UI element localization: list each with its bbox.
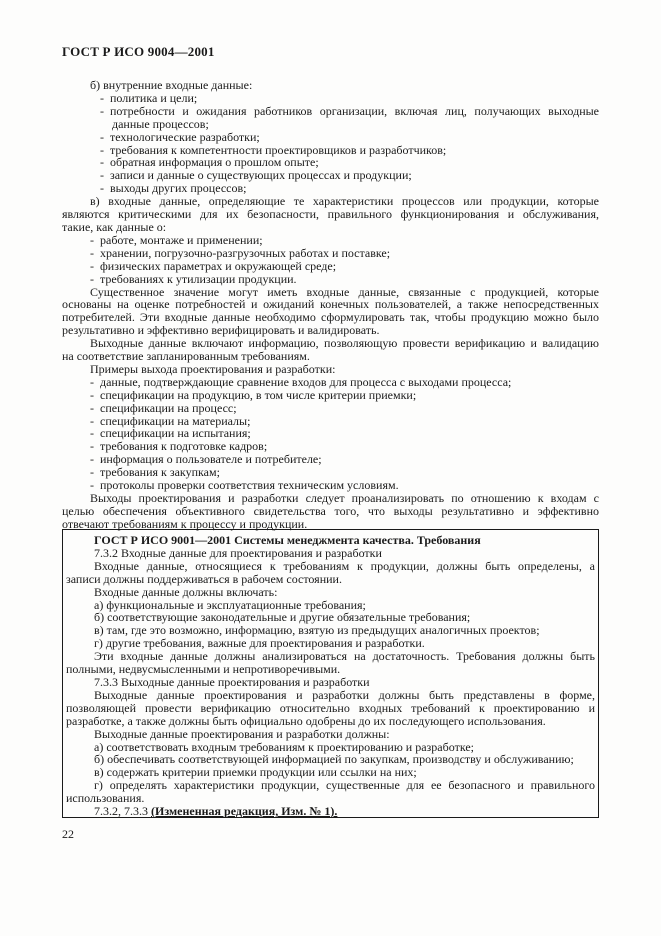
paragraph-line: Эти входные данные должны анализироваться на достаточность. Требования должны быть [94, 649, 595, 664]
amendment-note: 7.3.2, 7.3.3 (Измененная редакция, Изм. № 1). [94, 804, 338, 819]
list-item: - требования к закупкам; [90, 465, 220, 480]
list-item: - спецификации на испытания; [90, 426, 251, 441]
paragraph-line: Выходные данные включают информацию, позволяющую провести верификацию и валидацию [90, 336, 599, 351]
list-item: г) определять характеристики продукции, существенные для ее безопасного и правильного [94, 778, 595, 793]
paragraph-line: полными, недвусмысленными и непротиворечивыми. [66, 662, 341, 677]
list-item: - политика и цели; [100, 90, 198, 105]
standard-quote-box [62, 529, 599, 818]
list-item: - спецификации на процесс; [90, 400, 237, 415]
paragraph-line: отвечают требованиям к процессу и продукции. [62, 516, 308, 531]
list-item: - требования к подготовке кадров; [90, 439, 268, 454]
section-title: 7.3.3 Выходные данные проектирования и разработки [94, 674, 370, 689]
paragraph-line: потребителей. Эти входные данные необходимо сформулировать так, чтобы продукцию можно было [62, 310, 599, 325]
list-item: - технологические разработки; [100, 129, 260, 144]
document-header: ГОСТ Р ИСО 9004—2001 [62, 44, 215, 59]
list-item: б) соответствующие законодательные и другие обязательные требования; [94, 610, 471, 625]
list-item: - хранении, погрузочно-разгрузочных работах и поставке; [90, 245, 391, 260]
list-item: - потребности и ожидания работников организации, включая лиц, получающих выходные [100, 103, 599, 118]
list-item: - требованиях к утилизации продукции. [90, 271, 297, 286]
list-item: - спецификации на материалы; [90, 413, 251, 428]
list-item: - физических параметрах и окружающей среде; [90, 258, 337, 273]
list-item-continuation: использования. [66, 791, 145, 806]
page-number: 22 [62, 827, 74, 841]
list-item: г) другие требования, важные для проектирования и разработки. [94, 636, 425, 651]
list-item: - спецификации на продукцию, в том числе критерии приемки; [90, 387, 417, 402]
section-c-line: являются критическими для их безопасности, правильного функционирования и обслуживания, [62, 207, 599, 222]
paragraph-line: Входные данные, относящиеся к требованиям к продукции, должны быть определены, а [94, 558, 595, 573]
paragraph-line: разработке, а также должны быть официально одобрены до их последующего использования. [66, 713, 546, 728]
list-item: - протоколы проверки соответствия техническим условиям. [90, 478, 399, 493]
list-item: - требования к компетентности проектировщиков и разработчиков; [100, 142, 447, 157]
list-item: в) содержать критерии приемки продукции или ссылки на них; [94, 765, 417, 780]
paragraph-line: результативно и эффективно верифицировать и валидировать. [62, 323, 380, 338]
section-c-line: такие, как данные о: [62, 219, 167, 234]
paragraph-line: Выходные данные проектирования и разработки должны быть представлены в форме, [94, 687, 595, 702]
list-item: - данные, подтверждающие сравнение входов для процесса с выходами процесса; [90, 374, 512, 389]
paragraph-line: Входные данные должны включать: [94, 584, 278, 599]
list-item: в) там, где это возможно, информацию, взятую из предыдущих аналогичных проектов; [94, 623, 540, 638]
paragraph-line: Выходы проектирования и разработки следует проанализировать по отношению к входам с [90, 491, 599, 505]
examples-heading: Примеры выхода проектирования и разработки: [90, 361, 336, 376]
list-item: - записи и данные о существующих процессах и продукции; [100, 168, 412, 183]
box-title: ГОСТ Р ИСО 9001—2001 Системы менеджмента качества. Требования [94, 533, 481, 547]
list-item: б) обеспечивать соответствующей информацией по закупкам, производству и обслуживанию; [94, 752, 574, 767]
section-b-heading: б) внутренние входные данные: [90, 78, 253, 92]
section-title: 7.3.2 Входные данные для проектирования и разработки [94, 545, 382, 560]
list-item: - работе, монтаже и применении; [90, 232, 263, 247]
list-item: - информация о пользователе и потребителе; [90, 452, 322, 467]
section-c-line: в) входные данные, определяющие те характеристики процессов или продукции, которые [90, 194, 599, 209]
paragraph-line: Существенное значение могут иметь входные данные, связанные с продукцией, которые [90, 284, 599, 299]
list-item-continuation: данные процессов; [112, 116, 209, 131]
list-item: - обратная информация о прошлом опыте; [100, 155, 319, 170]
paragraph-line: на соответствие запланированным требованиям. [62, 349, 310, 364]
main-text [62, 79, 599, 531]
paragraph-line: позволяющей провести верификацию относительно входных требований к проектированию и [66, 700, 595, 715]
list-item: а) соответствовать входным требованиям к проектированию и разработке; [94, 739, 475, 754]
paragraph-line: основаны на оценке потребностей и ожиданий конечных пользователей, а также непосредственных [62, 297, 599, 312]
paragraph-line: целью обеспечения объективного свидетельства того, что выходы результативно и эффективно [62, 503, 599, 518]
paragraph-line: записи должны поддерживаться в рабочем состоянии. [66, 571, 342, 586]
list-item: а) функциональные и эксплуатационные требования; [94, 597, 366, 612]
list-item: - выходы других процессов; [100, 181, 247, 196]
paragraph-line: Выходные данные проектирования и разработки должны: [94, 726, 390, 741]
